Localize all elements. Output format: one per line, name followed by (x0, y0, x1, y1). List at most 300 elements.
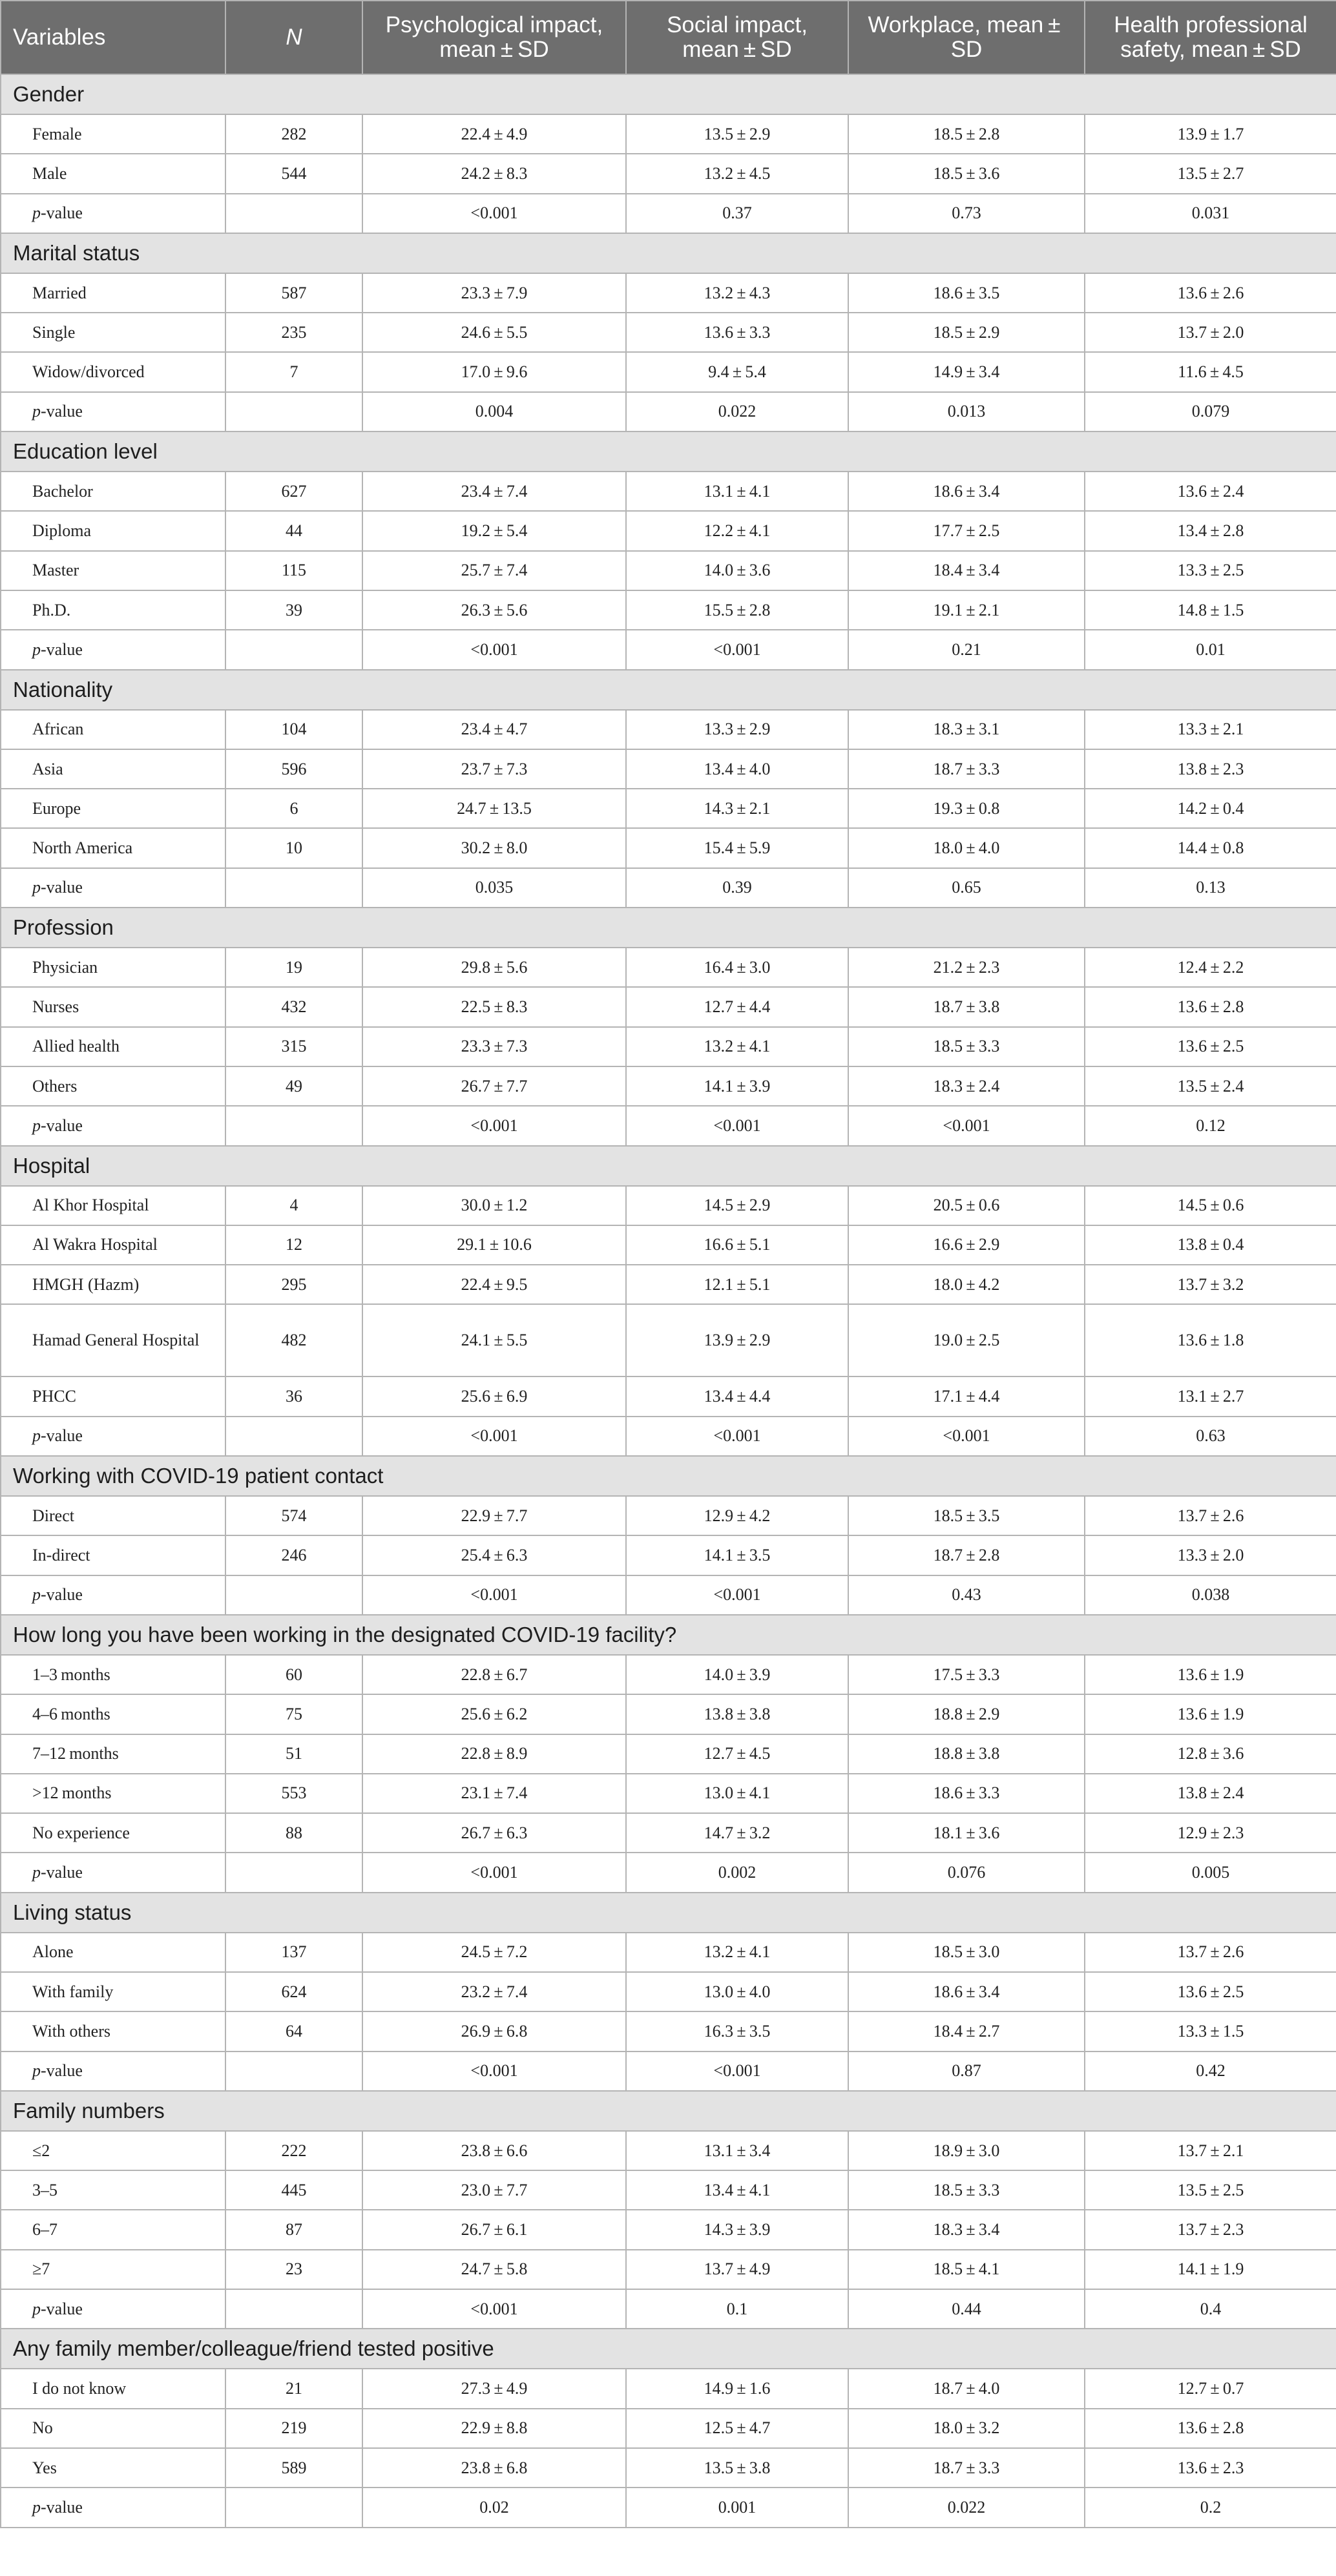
row-label: 6–7 (1, 2210, 225, 2249)
cell-health-professional-safety: 14.8 ± 1.5 (1085, 590, 1336, 630)
row-label: Diploma (1, 511, 225, 550)
p-value-label: p-value (1, 392, 225, 431)
row-label: 4–6 months (1, 1694, 225, 1734)
cell-workplace: 0.013 (848, 392, 1085, 431)
cell-psychological-impact: 25.7 ± 7.4 (362, 551, 626, 590)
table-row (1, 2170, 1336, 2210)
cell-health-professional-safety: 13.6 ± 2.5 (1085, 1972, 1336, 2011)
cell-n: 482 (225, 1304, 362, 1376)
cell-health-professional-safety: 13.6 ± 1.9 (1085, 1655, 1336, 1694)
table-row (1, 2409, 1336, 2448)
cell-n: 315 (225, 1027, 362, 1066)
group-header-row (1, 431, 1336, 472)
cell-workplace: 16.6 ± 2.9 (848, 1225, 1085, 1265)
cell-workplace: 19.1 ± 2.1 (848, 590, 1085, 630)
cell-social-impact: 15.4 ± 5.9 (626, 828, 848, 867)
cell-n: 60 (225, 1655, 362, 1694)
cell-workplace: 18.5 ± 2.8 (848, 114, 1085, 154)
cell-workplace: 18.0 ± 3.2 (848, 2409, 1085, 2448)
group-title: Any family member/colleague/friend tested positive (1, 2329, 1336, 2369)
table-row (1, 1066, 1336, 1106)
cell-n: 596 (225, 749, 362, 789)
cell-n: 7 (225, 352, 362, 391)
row-label: I do not know (1, 2369, 225, 2408)
cell-health-professional-safety: 13.3 ± 2.0 (1085, 1535, 1336, 1575)
cell-social-impact: 12.2 ± 4.1 (626, 511, 848, 550)
cell-social-impact: 13.7 ± 4.9 (626, 2250, 848, 2289)
table-row (1, 789, 1336, 828)
table-row (1, 551, 1336, 590)
cell-psychological-impact: 25.6 ± 6.2 (362, 1694, 626, 1734)
cell-psychological-impact: 22.4 ± 9.5 (362, 1265, 626, 1304)
table-row (1, 1265, 1336, 1304)
group-title: Living status (1, 1893, 1336, 1933)
table-row (1, 273, 1336, 313)
cell-health-professional-safety: 12.7 ± 0.7 (1085, 2369, 1336, 2408)
cell-workplace: 18.5 ± 3.5 (848, 1496, 1085, 1535)
cell-n: 295 (225, 1265, 362, 1304)
cell-social-impact: 13.1 ± 3.4 (626, 2131, 848, 2170)
cell-health-professional-safety: 14.4 ± 0.8 (1085, 828, 1336, 867)
cell-n (225, 868, 362, 908)
cell-n: 235 (225, 313, 362, 352)
cell-health-professional-safety: 0.01 (1085, 630, 1336, 669)
cell-psychological-impact: 19.2 ± 5.4 (362, 511, 626, 550)
cell-social-impact: 14.3 ± 3.9 (626, 2210, 848, 2249)
p-value-row (1, 2488, 1336, 2527)
cell-n: 574 (225, 1496, 362, 1535)
table-row (1, 1376, 1336, 1416)
cell-psychological-impact: 23.8 ± 6.6 (362, 2131, 626, 2170)
row-label: African (1, 710, 225, 749)
table-row (1, 987, 1336, 1026)
table-row (1, 1813, 1336, 1853)
row-label: With family (1, 1972, 225, 2011)
table-row (1, 511, 1336, 550)
cell-health-professional-safety: 0.2 (1085, 2488, 1336, 2527)
cell-workplace: 0.43 (848, 1575, 1085, 1615)
cell-health-professional-safety: 14.5 ± 0.6 (1085, 1186, 1336, 1225)
table-row (1, 114, 1336, 154)
cell-social-impact: 13.4 ± 4.1 (626, 2170, 848, 2210)
cell-workplace: 18.7 ± 3.3 (848, 2448, 1085, 2488)
cell-psychological-impact: 26.7 ± 6.1 (362, 2210, 626, 2249)
group-title: Gender (1, 74, 1336, 114)
group-title: Hospital (1, 1146, 1336, 1186)
cell-psychological-impact: 22.9 ± 8.8 (362, 2409, 626, 2448)
cell-health-professional-safety: 0.63 (1085, 1417, 1336, 1456)
cell-n: 51 (225, 1734, 362, 1774)
cell-n (225, 2488, 362, 2527)
cell-health-professional-safety: 13.6 ± 2.8 (1085, 2409, 1336, 2448)
cell-n: 589 (225, 2448, 362, 2488)
cell-psychological-impact: 0.035 (362, 868, 626, 908)
cell-social-impact: 13.2 ± 4.1 (626, 1027, 848, 1066)
p-value-label: p-value (1, 2289, 225, 2329)
cell-n (225, 1417, 362, 1456)
p-value-row (1, 1106, 1336, 1145)
cell-social-impact: 16.3 ± 3.5 (626, 2011, 848, 2051)
cell-workplace: 17.7 ± 2.5 (848, 511, 1085, 550)
cell-workplace: 18.6 ± 3.4 (848, 472, 1085, 511)
table-row (1, 1972, 1336, 2011)
cell-social-impact: 0.1 (626, 2289, 848, 2329)
cell-workplace: 18.7 ± 4.0 (848, 2369, 1085, 2408)
row-label: Al Wakra Hospital (1, 1225, 225, 1265)
cell-workplace: 18.5 ± 2.9 (848, 313, 1085, 352)
cell-n: 282 (225, 114, 362, 154)
cell-psychological-impact: 26.3 ± 5.6 (362, 590, 626, 630)
cell-social-impact: 15.5 ± 2.8 (626, 590, 848, 630)
cell-psychological-impact: 23.1 ± 7.4 (362, 1774, 626, 1813)
cell-n: 44 (225, 511, 362, 550)
cell-workplace: 18.3 ± 3.1 (848, 710, 1085, 749)
row-label: Yes (1, 2448, 225, 2488)
cell-workplace: 17.1 ± 4.4 (848, 1376, 1085, 1416)
table-row (1, 2448, 1336, 2488)
cell-psychological-impact: 25.4 ± 6.3 (362, 1535, 626, 1575)
cell-social-impact: 12.7 ± 4.4 (626, 987, 848, 1026)
row-label: North America (1, 828, 225, 867)
cell-health-professional-safety: 13.5 ± 2.7 (1085, 154, 1336, 193)
header-n: N (225, 1, 362, 74)
cell-n: 88 (225, 1813, 362, 1853)
cell-psychological-impact: <0.001 (362, 1575, 626, 1615)
cell-n: 36 (225, 1376, 362, 1416)
cell-health-professional-safety: 13.8 ± 0.4 (1085, 1225, 1336, 1265)
cell-psychological-impact: 30.0 ± 1.2 (362, 1186, 626, 1225)
group-title: Working with COVID-19 patient contact (1, 1456, 1336, 1496)
group-header-row (1, 1893, 1336, 1933)
cell-social-impact: 13.2 ± 4.3 (626, 273, 848, 313)
cell-psychological-impact: 25.6 ± 6.9 (362, 1376, 626, 1416)
row-label: Married (1, 273, 225, 313)
cell-n: 87 (225, 2210, 362, 2249)
cell-psychological-impact: 24.7 ± 5.8 (362, 2250, 626, 2289)
cell-n: 49 (225, 1066, 362, 1106)
cell-social-impact: 13.2 ± 4.1 (626, 1933, 848, 1972)
cell-social-impact: 12.7 ± 4.5 (626, 1734, 848, 1774)
cell-workplace: 0.022 (848, 2488, 1085, 2527)
cell-social-impact: 14.7 ± 3.2 (626, 1813, 848, 1853)
cell-psychological-impact: 23.4 ± 7.4 (362, 472, 626, 511)
cell-workplace: 0.44 (848, 2289, 1085, 2329)
cell-workplace: 18.3 ± 3.4 (848, 2210, 1085, 2249)
cell-social-impact: 12.5 ± 4.7 (626, 2409, 848, 2448)
p-value-label: p-value (1, 868, 225, 908)
cell-psychological-impact: 23.3 ± 7.3 (362, 1027, 626, 1066)
cell-social-impact: 13.4 ± 4.0 (626, 749, 848, 789)
group-title: Family numbers (1, 2091, 1336, 2131)
table-row (1, 2250, 1336, 2289)
cell-social-impact: 12.9 ± 4.2 (626, 1496, 848, 1535)
cell-health-professional-safety: 13.7 ± 2.3 (1085, 2210, 1336, 2249)
header-psychological-impact: Psychological impact, mean ± SD (362, 1, 626, 74)
cell-psychological-impact: 23.8 ± 6.8 (362, 2448, 626, 2488)
cell-workplace: 18.6 ± 3.5 (848, 273, 1085, 313)
cell-social-impact: 14.5 ± 2.9 (626, 1186, 848, 1225)
cell-health-professional-safety: 13.7 ± 2.0 (1085, 313, 1336, 352)
row-label: Master (1, 551, 225, 590)
cell-n: 432 (225, 987, 362, 1026)
cell-psychological-impact: 24.5 ± 7.2 (362, 1933, 626, 1972)
cell-workplace: 18.0 ± 4.0 (848, 828, 1085, 867)
table-row (1, 590, 1336, 630)
cell-social-impact: 13.4 ± 4.4 (626, 1376, 848, 1416)
cell-social-impact: 13.8 ± 3.8 (626, 1694, 848, 1734)
row-label: Asia (1, 749, 225, 789)
header-health-professional-safety: Health professional safety, mean ± SD (1085, 1, 1336, 74)
row-label: Europe (1, 789, 225, 828)
cell-health-professional-safety: 13.7 ± 2.1 (1085, 2131, 1336, 2170)
cell-social-impact: 0.37 (626, 194, 848, 233)
cell-n (225, 1106, 362, 1145)
cell-psychological-impact: 23.3 ± 7.9 (362, 273, 626, 313)
cell-workplace: 14.9 ± 3.4 (848, 352, 1085, 391)
cell-n: 246 (225, 1535, 362, 1575)
table-row (1, 1304, 1336, 1376)
cell-workplace: 0.87 (848, 2051, 1085, 2091)
cell-health-professional-safety: 13.6 ± 2.5 (1085, 1027, 1336, 1066)
cell-workplace: 0.73 (848, 194, 1085, 233)
cell-workplace: 18.5 ± 3.3 (848, 1027, 1085, 1066)
cell-psychological-impact: 23.7 ± 7.3 (362, 749, 626, 789)
cell-health-professional-safety: 13.5 ± 2.5 (1085, 2170, 1336, 2210)
cell-psychological-impact: 22.8 ± 8.9 (362, 1734, 626, 1774)
table-row (1, 2369, 1336, 2408)
cell-psychological-impact: 29.8 ± 5.6 (362, 948, 626, 987)
table-row (1, 2011, 1336, 2051)
row-label: Widow/divorced (1, 352, 225, 391)
row-label: Single (1, 313, 225, 352)
group-header-row (1, 74, 1336, 114)
cell-health-professional-safety: 13.3 ± 1.5 (1085, 2011, 1336, 2051)
group-title: How long you have been working in the designated COVID-19 facility? (1, 1615, 1336, 1655)
p-value-label: p-value (1, 1575, 225, 1615)
table-row (1, 313, 1336, 352)
p-value-row (1, 630, 1336, 669)
cell-health-professional-safety: 13.4 ± 2.8 (1085, 511, 1336, 550)
row-label: PHCC (1, 1376, 225, 1416)
cell-n: 544 (225, 154, 362, 193)
cell-health-professional-safety: 13.8 ± 2.4 (1085, 1774, 1336, 1813)
cell-n (225, 2289, 362, 2329)
table-row (1, 1496, 1336, 1535)
cell-n: 137 (225, 1933, 362, 1972)
row-label: Nurses (1, 987, 225, 1026)
cell-workplace: 19.3 ± 0.8 (848, 789, 1085, 828)
cell-psychological-impact: 26.7 ± 6.3 (362, 1813, 626, 1853)
cell-workplace: <0.001 (848, 1417, 1085, 1456)
header-variables: Variables (1, 1, 225, 74)
table-row (1, 710, 1336, 749)
table-row (1, 1734, 1336, 1774)
group-header-row (1, 1615, 1336, 1655)
cell-n (225, 2051, 362, 2091)
cell-workplace: 18.4 ± 2.7 (848, 2011, 1085, 2051)
cell-psychological-impact: 24.6 ± 5.5 (362, 313, 626, 352)
cell-n: 12 (225, 1225, 362, 1265)
cell-workplace: 18.7 ± 3.8 (848, 987, 1085, 1026)
p-value-row (1, 1853, 1336, 1892)
cell-social-impact: 0.39 (626, 868, 848, 908)
table-row (1, 154, 1336, 193)
group-header-row (1, 233, 1336, 273)
cell-psychological-impact: 26.7 ± 7.7 (362, 1066, 626, 1106)
cell-social-impact: 13.0 ± 4.0 (626, 1972, 848, 2011)
cell-n: 19 (225, 948, 362, 987)
row-label: ≤2 (1, 2131, 225, 2170)
cell-health-professional-safety: 13.6 ± 2.8 (1085, 987, 1336, 1026)
cell-psychological-impact: 26.9 ± 6.8 (362, 2011, 626, 2051)
cell-social-impact: <0.001 (626, 1106, 848, 1145)
cell-n: 39 (225, 590, 362, 630)
cell-health-professional-safety: 12.9 ± 2.3 (1085, 1813, 1336, 1853)
cell-social-impact: <0.001 (626, 630, 848, 669)
cell-health-professional-safety: 13.1 ± 2.7 (1085, 1376, 1336, 1416)
group-header-row (1, 670, 1336, 710)
cell-psychological-impact: <0.001 (362, 2051, 626, 2091)
cell-workplace: 0.076 (848, 1853, 1085, 1892)
cell-health-professional-safety: 13.7 ± 2.6 (1085, 1496, 1336, 1535)
row-label: With others (1, 2011, 225, 2051)
cell-health-professional-safety: 0.42 (1085, 2051, 1336, 2091)
cell-psychological-impact: 27.3 ± 4.9 (362, 2369, 626, 2408)
cell-psychological-impact: 22.5 ± 8.3 (362, 987, 626, 1026)
cell-workplace: 18.6 ± 3.4 (848, 1972, 1085, 2011)
cell-health-professional-safety: 13.8 ± 2.3 (1085, 749, 1336, 789)
cell-workplace: 18.0 ± 4.2 (848, 1265, 1085, 1304)
table-row (1, 1933, 1336, 1972)
p-value-row (1, 392, 1336, 431)
row-label: 3–5 (1, 2170, 225, 2210)
cell-workplace: 18.5 ± 3.6 (848, 154, 1085, 193)
cell-n: 115 (225, 551, 362, 590)
cell-psychological-impact: <0.001 (362, 2289, 626, 2329)
table-body (1, 74, 1336, 2528)
cell-health-professional-safety: 0.031 (1085, 194, 1336, 233)
group-title: Marital status (1, 233, 1336, 273)
cell-workplace: <0.001 (848, 1106, 1085, 1145)
cell-social-impact: 0.022 (626, 392, 848, 431)
cell-psychological-impact: 17.0 ± 9.6 (362, 352, 626, 391)
cell-n (225, 630, 362, 669)
row-label: >12 months (1, 1774, 225, 1813)
cell-psychological-impact: 30.2 ± 8.0 (362, 828, 626, 867)
cell-health-professional-safety: 12.4 ± 2.2 (1085, 948, 1336, 987)
header-social-impact: Social impact, mean ± SD (626, 1, 848, 74)
cell-workplace: 18.8 ± 2.9 (848, 1694, 1085, 1734)
cell-health-professional-safety: 13.7 ± 2.6 (1085, 1933, 1336, 1972)
cell-n: 23 (225, 2250, 362, 2289)
cell-social-impact: 9.4 ± 5.4 (626, 352, 848, 391)
cell-n: 624 (225, 1972, 362, 2011)
p-value-row (1, 1575, 1336, 1615)
group-title: Nationality (1, 670, 1336, 710)
cell-health-professional-safety: 13.6 ± 1.9 (1085, 1694, 1336, 1734)
cell-social-impact: <0.001 (626, 2051, 848, 2091)
cell-social-impact: 0.001 (626, 2488, 848, 2527)
cell-health-professional-safety: 0.038 (1085, 1575, 1336, 1615)
p-value-label: p-value (1, 1106, 225, 1145)
cell-social-impact: 13.5 ± 3.8 (626, 2448, 848, 2488)
cell-workplace: 0.21 (848, 630, 1085, 669)
cell-psychological-impact: 23.0 ± 7.7 (362, 2170, 626, 2210)
cell-health-professional-safety: 0.4 (1085, 2289, 1336, 2329)
row-label: HMGH (Hazm) (1, 1265, 225, 1304)
cell-workplace: 18.7 ± 3.3 (848, 749, 1085, 789)
table-row (1, 1225, 1336, 1265)
cell-workplace: 18.8 ± 3.8 (848, 1734, 1085, 1774)
row-label: Hamad General Hospital (1, 1304, 225, 1376)
cell-workplace: 18.9 ± 3.0 (848, 2131, 1085, 2170)
p-value-row (1, 1417, 1336, 1456)
cell-workplace: 18.5 ± 4.1 (848, 2250, 1085, 2289)
row-label: Physician (1, 948, 225, 987)
cell-psychological-impact: <0.001 (362, 1853, 626, 1892)
cell-health-professional-safety: 11.6 ± 4.5 (1085, 352, 1336, 391)
cell-social-impact: 14.0 ± 3.6 (626, 551, 848, 590)
group-header-row (1, 1146, 1336, 1186)
p-value-label: p-value (1, 1417, 225, 1456)
cell-health-professional-safety: 13.3 ± 2.5 (1085, 551, 1336, 590)
row-label: Male (1, 154, 225, 193)
cell-social-impact: 12.1 ± 5.1 (626, 1265, 848, 1304)
cell-health-professional-safety: 13.6 ± 1.8 (1085, 1304, 1336, 1376)
cell-psychological-impact: <0.001 (362, 194, 626, 233)
cell-n (225, 1575, 362, 1615)
row-label: No (1, 2409, 225, 2448)
p-value-label: p-value (1, 1853, 225, 1892)
cell-psychological-impact: <0.001 (362, 1106, 626, 1145)
cell-workplace: 21.2 ± 2.3 (848, 948, 1085, 987)
table-row (1, 1694, 1336, 1734)
group-header-row (1, 2329, 1336, 2369)
table-row (1, 1655, 1336, 1694)
cell-health-professional-safety: 0.12 (1085, 1106, 1336, 1145)
cell-n: 219 (225, 2409, 362, 2448)
cell-workplace: 0.65 (848, 868, 1085, 908)
p-value-label: p-value (1, 2488, 225, 2527)
header-workplace: Workplace, mean ± SD (848, 1, 1085, 74)
cell-n: 6 (225, 789, 362, 828)
cell-social-impact: 13.6 ± 3.3 (626, 313, 848, 352)
table-header-row (1, 1, 1336, 74)
cell-health-professional-safety: 13.3 ± 2.1 (1085, 710, 1336, 749)
cell-workplace: 17.5 ± 3.3 (848, 1655, 1085, 1694)
cell-health-professional-safety: 13.9 ± 1.7 (1085, 114, 1336, 154)
cell-n (225, 1853, 362, 1892)
row-label: No experience (1, 1813, 225, 1853)
cell-social-impact: 13.2 ± 4.5 (626, 154, 848, 193)
cell-workplace: 20.5 ± 0.6 (848, 1186, 1085, 1225)
table-row (1, 828, 1336, 867)
cell-workplace: 18.1 ± 3.6 (848, 1813, 1085, 1853)
cell-n: 553 (225, 1774, 362, 1813)
group-header-row (1, 1456, 1336, 1496)
table-row (1, 1774, 1336, 1813)
cell-health-professional-safety: 0.079 (1085, 392, 1336, 431)
cell-health-professional-safety: 13.6 ± 2.3 (1085, 2448, 1336, 2488)
table-row (1, 2131, 1336, 2170)
row-label: Al Khor Hospital (1, 1186, 225, 1225)
cell-social-impact: 16.4 ± 3.0 (626, 948, 848, 987)
cell-n (225, 392, 362, 431)
p-value-row (1, 868, 1336, 908)
cell-psychological-impact: 0.004 (362, 392, 626, 431)
p-value-label: p-value (1, 194, 225, 233)
cell-health-professional-safety: 13.7 ± 3.2 (1085, 1265, 1336, 1304)
